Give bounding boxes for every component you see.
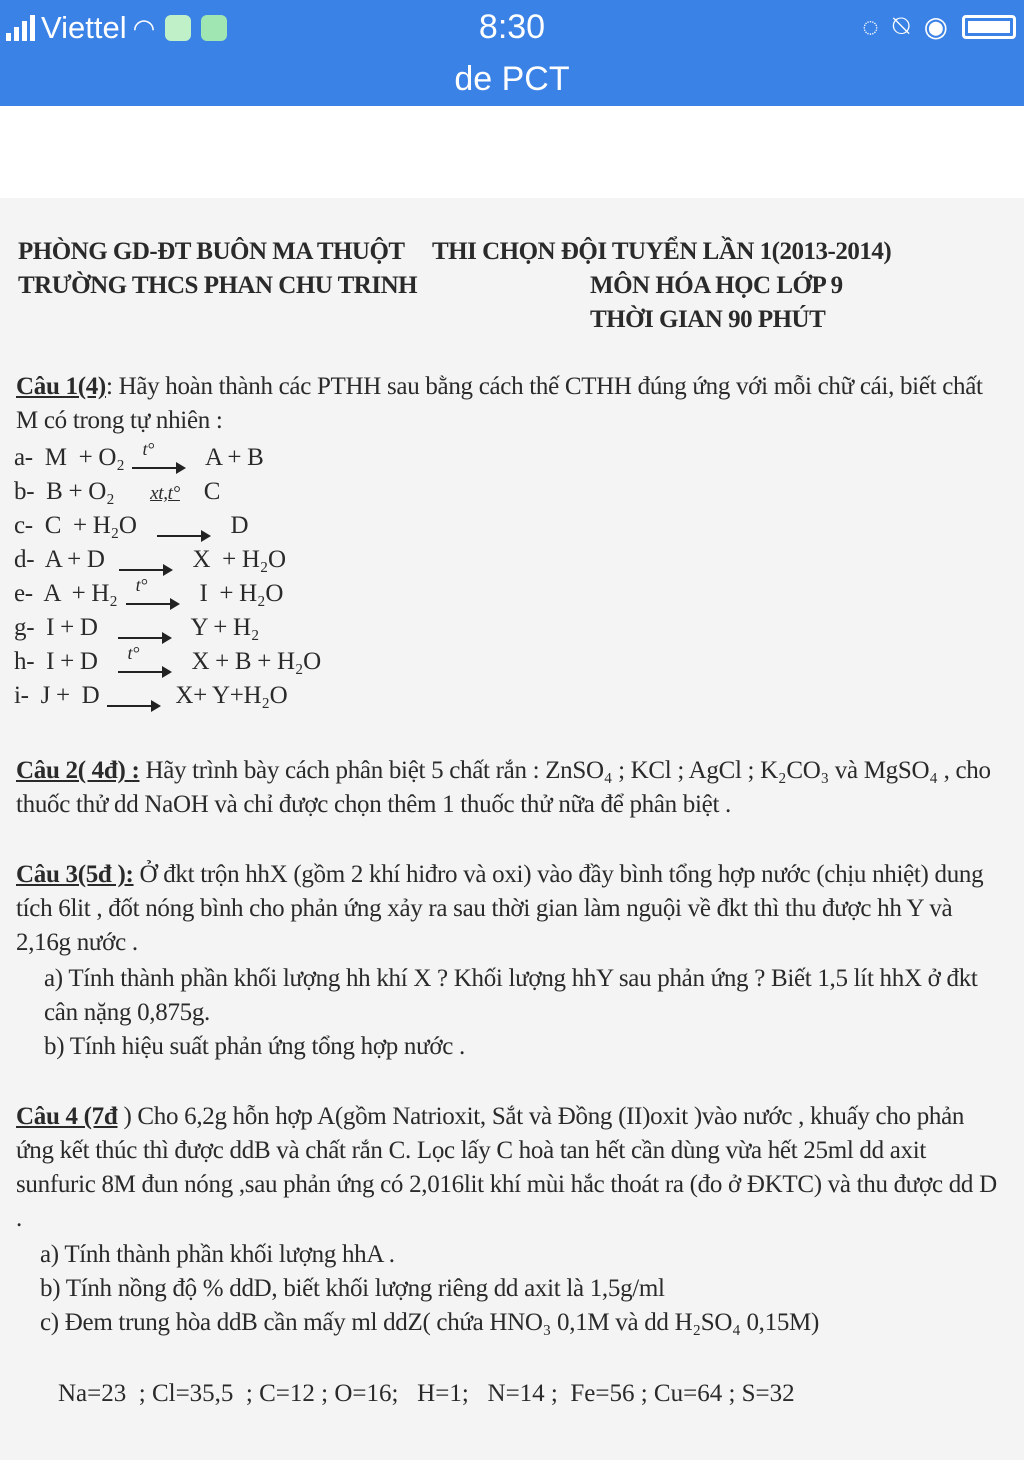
equation-left: I + D [46, 614, 98, 641]
atomic-masses: Na=23 ; Cl=35,5 ; C=12 ; O=16; H=1; N=14 ; Fe=56 ; Cu=64 ; S=32 [58, 1380, 795, 1407]
equation-left: M + O₂ [44, 444, 125, 471]
headset-icon: ◌ [862, 10, 879, 42]
equation-right: X + H₂O [192, 546, 286, 573]
equation-right: A + B [205, 444, 264, 471]
question-3a: a) Tính thành phần khối lượng hh khí X ? Khối lượng hhY sau phản ứng ? Biết 1,5 lít hhX ở đkt cân nặng 0,875g. [44, 965, 978, 1026]
equation-left: I + D [46, 648, 98, 675]
question-1-label: Câu 1(4) [16, 373, 106, 400]
equation-left: B + O₂ [46, 478, 115, 505]
carrier-name: Viettel [41, 10, 127, 45]
equation-right: X+ Y+H₂O [175, 682, 288, 709]
question-4-text: ) Cho 6,2g hỗn hợp A(gồm Natrioxit, Sắt và Đồng (II)oxit )vào nước , khuấy cho phản ứng kết thúc thì được ddB và chất rắn C. Lọc lấy C hoà tan hết cần dùng vừa hết 25ml dd axit sunfuric 8M đun nóng ,sau phản ứng có 2,016lit khí mùi hắc thoát ra (đo ở ĐKTC) và thu được dd D . [16, 1103, 997, 1232]
header-duration: THỜI GIAN 90 PHÚT [590, 306, 826, 333]
silent-icon: ⍉ [892, 10, 910, 41]
equation-id: e- [14, 580, 33, 607]
equation-id: h- [14, 648, 35, 675]
equation-condition: t° [142, 439, 155, 459]
equation-h [14, 643, 321, 676]
eye-icon: ◉ [923, 11, 948, 42]
equation-c [14, 512, 248, 540]
question-3b: b) Tính hiệu suất phản ứng tổng hợp nước . [44, 1033, 465, 1060]
question-4 [16, 1100, 1006, 1236]
question-1 [16, 370, 1006, 438]
equation-condition: t° [127, 643, 140, 663]
header-exam-title: THI CHỌN ĐỘI TUYỂN LẦN 1(2013-2014) [432, 238, 892, 265]
equation-right: Y + H₂ [190, 614, 260, 641]
equation-id: g- [14, 614, 35, 641]
question-2-label: Câu 2( 4đ) : [16, 757, 140, 784]
question-4-label: Câu 4 (7đ [16, 1103, 118, 1130]
question-4b: b) Tính nồng độ % ddD, biết khối lượng riêng dd axit là 1,5g/ml [40, 1275, 665, 1302]
equation-i [14, 682, 287, 710]
equation-b [14, 478, 220, 506]
equation-condition: t° [135, 575, 148, 595]
equation-id: d- [14, 546, 35, 573]
equation-right: X + B + H₂O [191, 648, 321, 675]
equation-left: A + H₂ [43, 580, 118, 607]
question-2-text: Hãy trình bày cách phân biệt 5 chất rắn : ZnSO₄ ; KCl ; AgCl ; K₂CO₃ và MgSO₄ , cho thuốc thử dd NaOH và chỉ được chọn thêm 1 thuốc thử nữa để phân biệt . [16, 757, 991, 818]
exam-document-image [0, 198, 1024, 1460]
equation-id: a- [14, 444, 33, 471]
question-3-text: Ở đkt trộn hhX (gồm 2 khí hiđro và oxi) vào đầy bình tổng hợp nước (chịu nhiệt) dung tích 6lit , đốt nóng bình cho phản ứng xảy ra sau thời gian làm nguội về đkt thì thu được hh Y và 2,16g nước . [16, 861, 984, 956]
equation-right: I + H₂O [199, 580, 284, 607]
equation-id: b- [14, 478, 35, 505]
question-1-text: : Hãy hoàn thành các PTHH sau bằng cách thế CTHH đúng ứng với mỗi chữ cái, biết chất M có trong tự nhiên : [16, 373, 983, 434]
question-4a: a) Tính thành phần khối lượng hhA . [40, 1241, 395, 1268]
equation-e [14, 575, 284, 608]
equation-left: A + D [44, 546, 105, 573]
question-3 [16, 858, 1006, 960]
equation-right: D [230, 512, 249, 539]
header-subject: MÔN HÓA HỌC LỚP 9 [590, 272, 843, 299]
status-bar [0, 0, 1024, 106]
battery-icon [962, 15, 1016, 39]
equation-g [14, 614, 259, 642]
equation-id: i- [14, 682, 29, 709]
status-icons [862, 10, 1016, 43]
equation-left: J + D [40, 682, 100, 709]
equation-left: C + H₂O [44, 512, 137, 539]
status-time: 8:30 [478, 8, 546, 46]
equation-right: C [203, 478, 221, 505]
wifi-icon: ◠ [132, 12, 156, 43]
equation-condition: xt,t° [150, 483, 180, 504]
header-department: PHÒNG GD-ĐT BUÔN MA THUỘT [18, 238, 405, 265]
header-school: TRƯỜNG THCS PHAN CHU TRINH [18, 272, 418, 299]
app-title: de PCT [454, 60, 570, 98]
question-4c: c) Đem trung hòa ddB cần mấy ml ddZ( chứa HNO₃ 0,1M và dd H₂SO₄ 0,15M) [40, 1309, 819, 1336]
equation-id: c- [14, 512, 33, 539]
equation-d [14, 546, 286, 574]
question-2 [16, 754, 1006, 822]
equation-a [14, 439, 264, 472]
question-3-label: Câu 3(5đ ): [16, 861, 134, 888]
